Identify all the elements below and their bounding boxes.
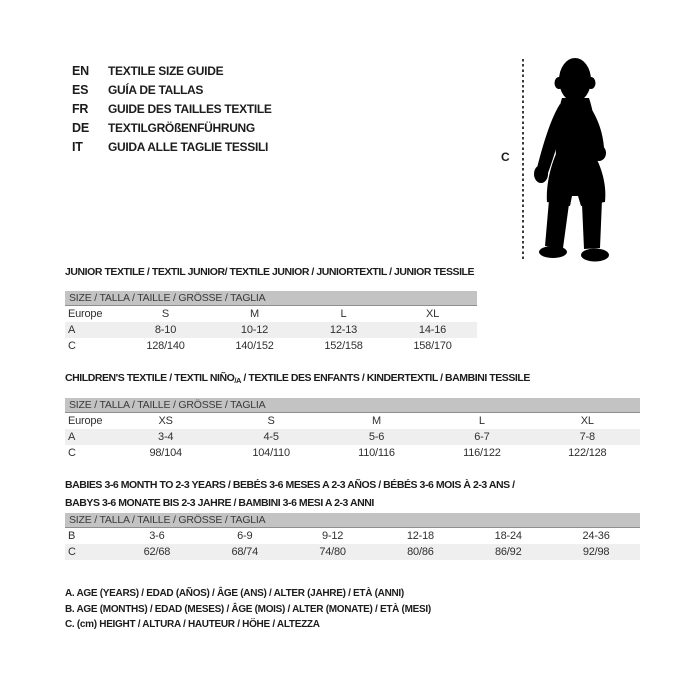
section-title-line2: BABYS 3-6 MONATE BIS 2-3 JAHRE / BAMBINI 3-6 MESI A 2-3 ANNI bbox=[65, 497, 374, 509]
size-cell: 80/86 bbox=[407, 546, 434, 558]
size-cell: 18-24 bbox=[494, 530, 522, 542]
size-cell: 10-12 bbox=[240, 324, 269, 336]
size-cell: 24-36 bbox=[582, 530, 610, 542]
size-header-bar: SIZE / TALLA / TAILLE / GRÖSSE / TAGLIA bbox=[65, 398, 640, 413]
size-cell: 8-10 bbox=[154, 324, 177, 336]
junior-size-table bbox=[65, 306, 477, 354]
footnote-c: C. (cm) HEIGHT / ALTURA / HAUTEUR / HÖHE / ALTEZZA bbox=[65, 619, 320, 630]
size-cell: 68/74 bbox=[231, 546, 258, 558]
section-childrens-textile bbox=[65, 372, 640, 461]
size-header-bar: SIZE / TALLA / TAILLE / GRÖSSE / TAGLIA bbox=[65, 513, 640, 528]
footnote-legend bbox=[65, 586, 431, 633]
language-label: GUÍA DE TALLAS bbox=[108, 83, 204, 97]
size-cell: S bbox=[161, 308, 170, 320]
language-code: IT bbox=[72, 140, 83, 154]
size-cell: 6-7 bbox=[474, 431, 490, 443]
table-row bbox=[65, 322, 477, 338]
row-label-cell: A bbox=[68, 324, 76, 336]
size-cell: L bbox=[478, 415, 485, 427]
size-cell: 86/92 bbox=[494, 546, 522, 558]
size-cell: 5-6 bbox=[368, 431, 385, 443]
row-label-cell: A bbox=[68, 431, 76, 443]
title-subscript: /A bbox=[234, 376, 241, 385]
language-code: DE bbox=[72, 121, 89, 135]
size-cell: XL bbox=[425, 308, 440, 320]
size-cell: 9-12 bbox=[321, 530, 344, 542]
size-cell: 122/128 bbox=[568, 447, 607, 459]
table-row bbox=[65, 429, 640, 445]
section-babies-textile bbox=[65, 476, 640, 560]
language-item bbox=[72, 119, 272, 138]
row-label-cell: B bbox=[68, 530, 76, 542]
size-cell: 3-4 bbox=[158, 431, 174, 443]
row-label-cell: C bbox=[68, 546, 76, 558]
size-cell: 98/104 bbox=[149, 447, 182, 459]
language-code: ES bbox=[72, 83, 89, 97]
language-label: GUIDA ALLE TAGLIE TESSILI bbox=[108, 140, 269, 154]
size-cell: M bbox=[372, 415, 381, 427]
language-item bbox=[72, 138, 272, 157]
size-cell: 14-16 bbox=[418, 324, 447, 336]
footnote-a: A. AGE (YEARS) / EDAD (AÑOS) / ÂGE (ANS) / ALTER (JAHRE) / ETÀ (ANNI) bbox=[65, 588, 404, 599]
size-cell: 4-5 bbox=[263, 431, 279, 443]
footnote-b: B. AGE (MONTHS) / EDAD (MESES) / ÂGE (MOIS) / ALTER (MONATE) / ETÀ (MESI) bbox=[65, 603, 431, 615]
language-legend bbox=[72, 62, 272, 157]
section-title: CHILDREN'S TEXTILE / TEXTIL $NIÑO_{/A}$ / TEXTILE DES ENFANTS / KINDERTEXTIL / BAMBINI TESSILE bbox=[65, 372, 530, 385]
size-cell: 12-18 bbox=[406, 530, 434, 542]
size-cell: S bbox=[267, 415, 275, 427]
language-label: TEXTILGRÖßENFÜHRUNG bbox=[108, 121, 255, 135]
language-code: EN bbox=[72, 64, 89, 78]
size-cell: 152/158 bbox=[324, 340, 363, 352]
size-cell: XL bbox=[580, 415, 594, 427]
row-label-cell: Europe bbox=[68, 308, 103, 320]
section-title: JUNIOR TEXTILE / TEXTIL JUNIOR/ TEXTILE JUNIOR / JUNIORTEXTIL / JUNIOR TESSILE bbox=[65, 266, 475, 278]
language-code: FR bbox=[72, 102, 89, 116]
size-cell: 12-13 bbox=[329, 324, 358, 336]
section-junior-textile bbox=[65, 266, 477, 354]
size-cell: 104/110 bbox=[252, 447, 290, 459]
size-cell: XS bbox=[158, 415, 173, 427]
row-label-cell: C bbox=[68, 340, 76, 352]
language-label: GUIDE DES TAILLES TEXTILE bbox=[108, 102, 272, 116]
size-cell: 128/140 bbox=[146, 340, 185, 352]
language-label: TEXTILE SIZE GUIDE bbox=[108, 64, 224, 78]
height-marker-label: C bbox=[501, 150, 510, 164]
row-label-cell: Europe bbox=[68, 415, 103, 427]
size-cell: 6-9 bbox=[237, 530, 253, 542]
table-row bbox=[65, 445, 640, 461]
size-cell: 116/122 bbox=[463, 447, 501, 459]
row-label-cell: C bbox=[68, 447, 76, 459]
size-cell: L bbox=[340, 308, 347, 320]
height-dashed-line bbox=[522, 59, 524, 260]
table-row bbox=[65, 528, 640, 544]
table-row bbox=[65, 544, 640, 560]
table-row bbox=[65, 413, 640, 429]
size-cell: 3-6 bbox=[149, 530, 165, 542]
size-cell: 62/68 bbox=[143, 546, 171, 558]
size-cell: 158/170 bbox=[413, 340, 452, 352]
table-row bbox=[65, 306, 477, 322]
size-cell: 140/152 bbox=[235, 340, 274, 352]
babies-size-table bbox=[65, 528, 640, 560]
size-cell: 110/116 bbox=[358, 447, 395, 459]
childrens-size-table bbox=[65, 413, 640, 461]
language-item bbox=[72, 81, 272, 100]
section-title-line1: BABIES 3-6 MONTH TO 2-3 YEARS / BEBÉS 3-6 MESES A 2-3 AÑOS / BÉBÉS 3-6 MOIS À 2-3 ANS / bbox=[65, 479, 515, 491]
size-header-bar: SIZE / TALLA / TAILLE / GRÖSSE / TAGLIA bbox=[65, 291, 477, 306]
size-cell: M bbox=[250, 308, 259, 320]
baby-silhouette-icon bbox=[531, 56, 619, 264]
language-item bbox=[72, 100, 272, 119]
table-row bbox=[65, 338, 477, 354]
size-cell: 74/80 bbox=[319, 546, 346, 558]
size-cell: 92/98 bbox=[582, 546, 610, 558]
size-cell: 7-8 bbox=[579, 431, 595, 443]
language-item bbox=[72, 62, 272, 81]
